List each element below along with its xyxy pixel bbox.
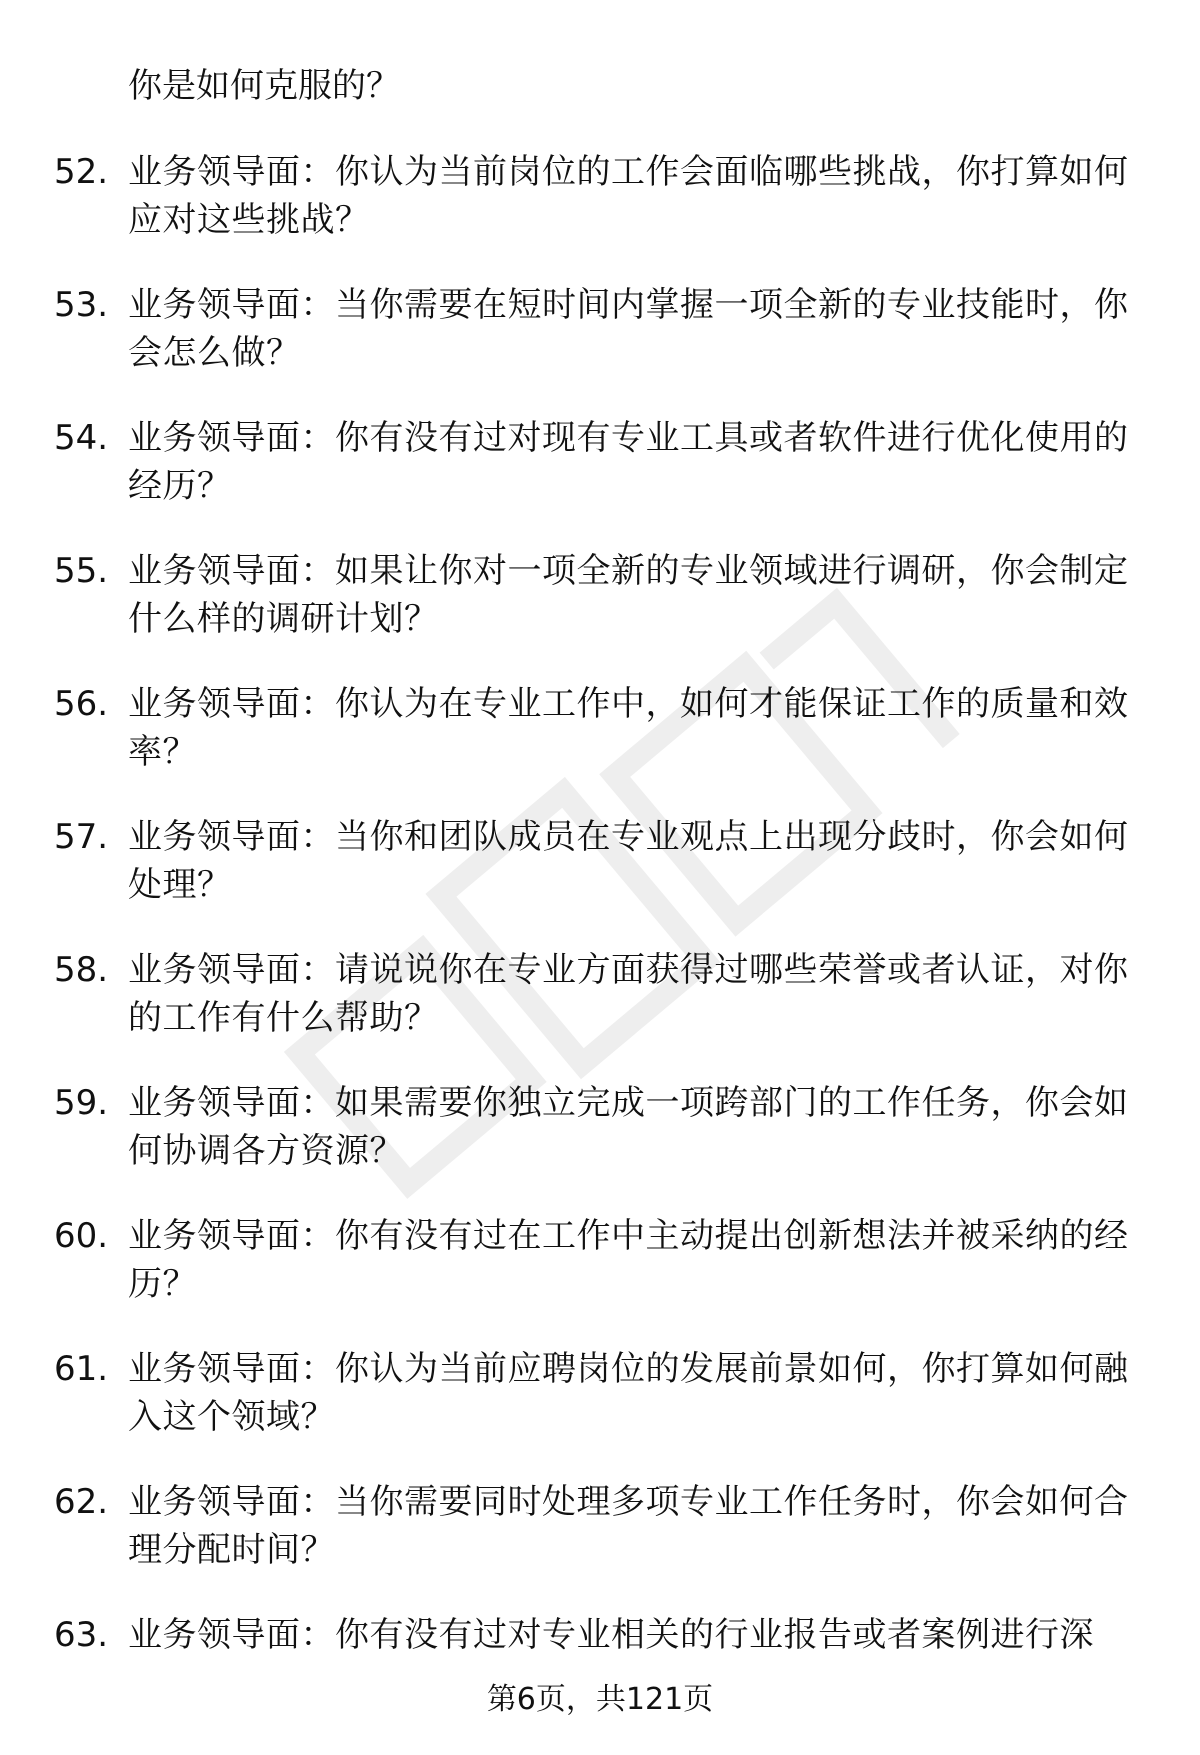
question-list	[54, 148, 1144, 1744]
question-item	[54, 414, 1144, 547]
question-item	[54, 1212, 1144, 1345]
question-item	[54, 148, 1144, 281]
question-item	[54, 813, 1144, 946]
question-item	[54, 1079, 1144, 1212]
question-text: 业务领导面：你有没有过在工作中主动提出创新想法并被采纳的经历？	[128, 1216, 1129, 1304]
question-text: 业务领导面：如果需要你独立完成一项跨部门的工作任务，你会如何协调各方资源？	[128, 1083, 1129, 1171]
continuation-line: 你是如何克服的？	[128, 66, 400, 106]
question-text: 业务领导面：当你和团队成员在专业观点上出现分歧时，你会如何处理？	[128, 817, 1129, 905]
question-text: 业务领导面：你有没有过对现有专业工具或者软件进行优化使用的经历？	[128, 418, 1129, 506]
question-number: 52.	[54, 152, 109, 192]
question-item	[54, 680, 1144, 813]
question-text: 业务领导面：当你需要在短时间内掌握一项全新的专业技能时，你会怎么做？	[128, 285, 1129, 373]
question-text: 业务领导面：如果让你对一项全新的专业领域进行调研，你会制定什么样的调研计划？	[128, 551, 1129, 639]
question-text: 业务领导面：当你需要同时处理多项专业工作任务时，你会如何合理分配时间？	[128, 1482, 1129, 1570]
question-number: 54.	[54, 418, 109, 458]
question-item	[54, 1345, 1144, 1478]
question-item	[54, 281, 1144, 414]
question-number: 55.	[54, 551, 109, 591]
question-item	[54, 946, 1144, 1079]
question-number: 53.	[54, 285, 109, 325]
question-number: 59.	[54, 1083, 109, 1123]
question-number: 62.	[54, 1482, 109, 1522]
question-number: 57.	[54, 817, 109, 857]
question-number: 63.	[54, 1615, 109, 1655]
question-text: 业务领导面：你认为在专业工作中，如何才能保证工作的质量和效率？	[128, 684, 1129, 772]
question-text: 业务领导面：你认为当前岗位的工作会面临哪些挑战，你打算如何应对这些挑战？	[128, 152, 1129, 240]
question-number: 60.	[54, 1216, 109, 1256]
question-number: 58.	[54, 950, 109, 990]
question-item	[54, 547, 1144, 680]
question-number: 61.	[54, 1349, 109, 1389]
page-footer: 第6页，共121页	[486, 1682, 714, 1717]
question-text: 业务领导面：你认为当前应聘岗位的发展前景如何，你打算如何融入这个领域？	[128, 1349, 1129, 1437]
question-number: 56.	[54, 684, 109, 724]
question-text: 业务领导面：请说说你在专业方面获得过哪些荣誉或者认证，对你的工作有什么帮助？	[128, 950, 1129, 1038]
question-item	[54, 1478, 1144, 1611]
question-text: 业务领导面：你有没有过对专业相关的行业报告或者案例进行深	[128, 1615, 1094, 1655]
question-item	[54, 1611, 1144, 1744]
